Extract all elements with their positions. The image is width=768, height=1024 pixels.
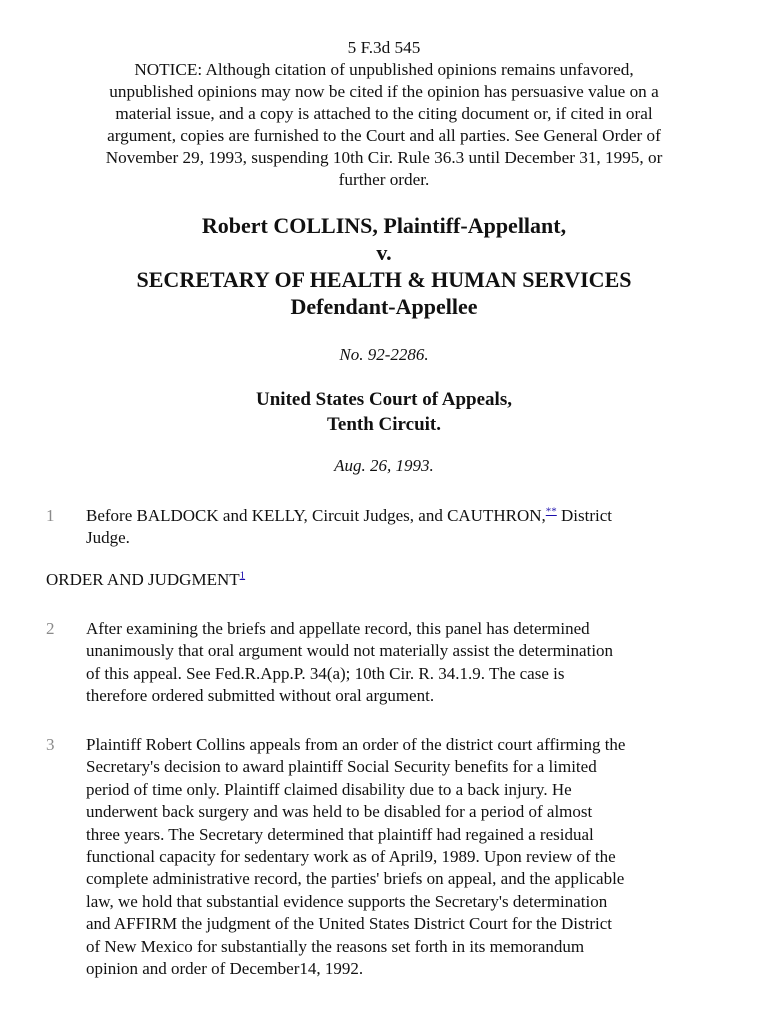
paragraph-line [86, 505, 612, 527]
paragraph-line-text: District [556, 506, 613, 525]
order-heading [46, 569, 245, 591]
case-parties [40, 212, 728, 320]
paragraph-line: opinion and order of December14, 1992. [86, 959, 364, 979]
notice-line: unpublished opinions may now be cited if the opinion has persuasive value on a [109, 82, 659, 101]
paragraph-line: of New Mexico for substantially the reasons set forth in its memorandum [86, 936, 585, 956]
footnote-link-judge[interactable]: ** [545, 505, 557, 518]
notice-line: further order. [338, 170, 430, 189]
versus: v. [376, 240, 392, 265]
notice-line: material issue, and a copy is attached to the citing document or, if cited in oral [115, 104, 653, 123]
notice-header [56, 37, 712, 191]
paragraph-line: period of time only. Plaintiff claimed disability due to a back injury. He [86, 779, 572, 799]
docket-number: No. 92-2286. [339, 345, 429, 364]
plaintiff-name: Robert COLLINS, Plaintiff-Appellant, [201, 213, 567, 238]
paragraph-line: and AFFIRM the judgment of the United States District Court for the District [86, 914, 612, 934]
paragraph-line-text: Before BALDOCK and KELLY, Circuit Judges, and CAUTHRON, [86, 506, 546, 525]
paragraph-line: therefore ordered submitted without oral argument. [86, 686, 435, 706]
paragraph-number: 1 [46, 506, 55, 525]
defendant-role: Defendant-Appellee [290, 294, 478, 319]
paragraph-line: three years. The Secretary determined that plaintiff had regained a residual [86, 824, 594, 844]
notice-line: NOTICE: Although citation of unpublished opinions remains unfavored, [134, 60, 634, 79]
paragraph-3 [86, 734, 625, 980]
court-line-1: United States Court of Appeals, [256, 389, 512, 410]
paragraph-line: Secretary's decision to award plaintiff Social Security benefits for a limited [86, 757, 597, 777]
paragraph-line: underwent back surgery and was held to be disabled for a period of almost [86, 802, 593, 822]
court-line-2: Tenth Circuit. [326, 414, 442, 435]
citation: 5 F.3d 545 [347, 38, 421, 57]
notice-line: November 29, 1993, suspending 10th Cir. Rule 36.3 until December 31, 1995, or [105, 148, 663, 167]
paragraph-number: 3 [46, 735, 55, 754]
notice-line: argument, copies are furnished to the Court and all parties. See General Order of [107, 126, 661, 145]
court-name [0, 387, 768, 437]
defendant-name: SECRETARY OF HEALTH & HUMAN SERVICES [136, 267, 632, 292]
footnote-link-1[interactable]: 1 [239, 569, 246, 582]
paragraph-line: unanimously that oral argument would not materially assist the determination [86, 641, 614, 661]
paragraph-line: law, we hold that substantial evidence supports the Secretary's determination [86, 891, 608, 911]
decision-date: Aug. 26, 1993. [334, 456, 434, 475]
paragraph-line: complete administrative record, the parties' briefs on appeal, and the applicable [86, 869, 625, 889]
order-heading-text: ORDER AND JUDGMENT [46, 570, 240, 589]
paragraph-line: Judge. [86, 528, 130, 548]
paragraph-1 [86, 505, 612, 550]
paragraph-number: 2 [46, 619, 55, 638]
paragraph-line: of this appeal. See Fed.R.App.P. 34(a); 10th Cir. R. 34.1.9. The case is [86, 663, 565, 683]
paragraph-line: functional capacity for sedentary work as of April9, 1989. Upon review of the [86, 847, 616, 867]
paragraph-line: Plaintiff Robert Collins appeals from an order of the district court affirming the [86, 735, 626, 754]
paragraph-line: After examining the briefs and appellate record, this panel has determined [86, 619, 590, 638]
paragraph-2 [86, 618, 613, 708]
